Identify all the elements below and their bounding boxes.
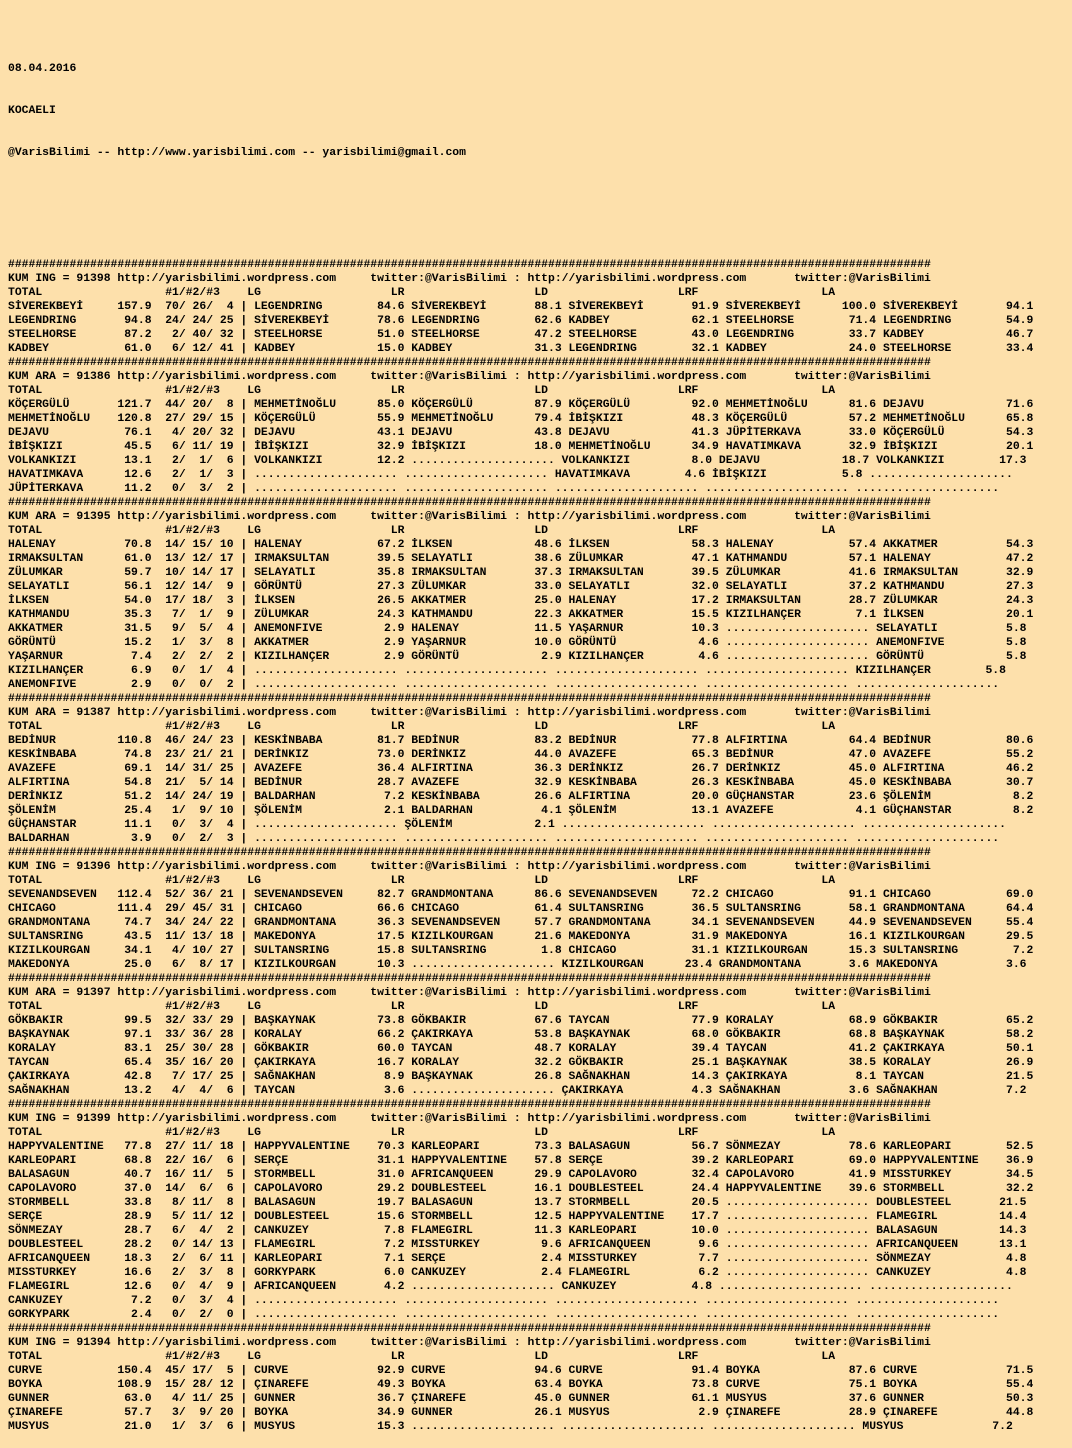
section-separator: ####################################################################################################################################### [8, 357, 931, 369]
horse-row: IRMAKSULTAN 61.0 13/ 12/ 17 | IRMAKSULTAN 39.5 SELAYATLI 38.6 ZÜLUMKAR 47.1 KATHMANDU 57.1 HALENAY 47.2 [8, 553, 1034, 565]
horse-row: CANKUZEY 7.2 0/ 3/ 4 | ..................... ..................... ..................... ..................... ..................... [8, 1295, 1000, 1307]
horse-row: KATHMANDU 35.3 7/ 1/ 9 | ZÜLUMKAR 24.3 KATHMANDU 22.3 AKKATMER 15.5 KIZILHANÇER 7.1 İLKSEN 20.1 [8, 609, 1034, 621]
section-separator: ####################################################################################################################################### [8, 497, 931, 509]
horse-row: AFRICANQUEEN 18.3 2/ 6/ 11 | KARLEOPARI 7.1 SERÇE 2.4 MISSTURKEY 7.7 ..................... SÖNMEZAY 4.8 [8, 1253, 1027, 1265]
race-section [8, 1322, 1072, 1434]
horse-row: CURVE 150.4 45/ 17/ 5 | CURVE 92.9 CURVE 94.6 CURVE 91.4 BOYKA 87.6 CURVE 71.5 [8, 1365, 1034, 1377]
horse-row: ÇINAREFE 57.7 3/ 9/ 20 | BOYKA 34.9 GUNNER 26.1 MUSYUS 2.9 ÇINAREFE 28.9 ÇINAREFE 44.8 [8, 1407, 1034, 1419]
horse-row: DEJAVU 76.1 4/ 20/ 32 | DEJAVU 43.1 DEJAVU 43.8 DEJAVU 41.3 JÜPİTERKAVA 33.0 KÖÇERGÜLÜ 54.3 [8, 427, 1034, 439]
horse-row: ŞÖLENİM 25.4 1/ 9/ 10 | ŞÖLENİM 2.1 BALDARHAN 4.1 ŞÖLENİM 13.1 AVAZEFE 4.1 GÜÇHANSTAR 8.2 [8, 805, 1034, 817]
race-section [8, 496, 1072, 692]
horse-row: MEHMETİNOĞLU 120.8 27/ 29/ 15 | KÖÇERGÜLÜ 55.9 MEHMETİNOĞLU 79.4 İBİŞKIZI 48.3 KÖÇERGÜLÜ 57.2 MEHMETİNOĞLU 65.8 [8, 413, 1034, 425]
horse-row: AVAZEFE 69.1 14/ 31/ 25 | AVAZEFE 36.4 ALFIRTINA 36.3 DERİNKIZ 26.7 DERİNKIZ 45.0 ALFIRTINA 46.2 [8, 763, 1034, 775]
column-header: TOTAL #1/#2/#3 LG LR LD LRF LA [8, 525, 836, 537]
column-header: TOTAL #1/#2/#3 LG LR LD LRF LA [8, 1351, 836, 1363]
section-title: KUM ING = 91399 http://yarisbilimi.wordpress.com twitter:@VarisBilimi : http://yarisbilimi.wordpress.com twitter:@VarisBilimi [8, 1113, 931, 1125]
section-separator: ####################################################################################################################################### [8, 1323, 931, 1335]
horse-row: ANEMONFIVE 2.9 0/ 0/ 2 | ..................... ..................... ..................... ..................... ..................... [8, 679, 1000, 691]
section-separator: ####################################################################################################################################### [8, 847, 931, 859]
section-title: KUM ING = 91394 http://yarisbilimi.wordpress.com twitter:@VarisBilimi : http://yarisbilimi.wordpress.com twitter:@VarisBilimi [8, 1337, 931, 1349]
section-title: KUM ARA = 91395 http://yarisbilimi.wordpress.com twitter:@VarisBilimi : http://yarisbilimi.wordpress.com twitter:@VarisBilimi [8, 511, 931, 523]
horse-row: BALASAGUN 40.7 16/ 11/ 5 | STORMBELL 31.0 AFRICANQUEEN 29.9 CAPOLAVORO 32.4 CAPOLAVORO 41.9 MISSTURKEY 34.5 [8, 1169, 1034, 1181]
horse-row: CHICAGO 111.4 29/ 45/ 31 | CHICAGO 66.6 CHICAGO 61.4 SULTANSRING 36.5 SULTANSRING 58.1 GRANDMONTANA 64.4 [8, 903, 1034, 915]
column-header: TOTAL #1/#2/#3 LG LR LD LRF LA [8, 287, 836, 299]
horse-row: ÇAKIRKAYA 42.8 7/ 17/ 25 | SAĞNAKHAN 8.9 BAŞKAYNAK 26.8 SAĞNAKHAN 14.3 ÇAKIRKAYA 8.1 TAYCAN 21.5 [8, 1071, 1034, 1083]
horse-row: VOLKANKIZI 13.1 2/ 1/ 6 | VOLKANKIZI 12.2 ..................... VOLKANKIZI 8.0 DEJAVU 18.7 VOLKANKIZI 17.3 [8, 455, 1027, 467]
horse-row: SEVENANDSEVEN 112.4 52/ 36/ 21 | SEVENANDSEVEN 82.7 GRANDMONTANA 86.6 SEVENANDSEVEN 72.2 CHICAGO 91.1 CHICAGO 69.0 [8, 889, 1034, 901]
horse-row: KIZILKOURGAN 34.1 4/ 10/ 27 | SULTANSRING 15.8 SULTANSRING 1.8 CHICAGO 31.1 KIZILKOURGAN 15.3 SULTANSRING 7.2 [8, 945, 1034, 957]
horse-row: KORALAY 83.1 25/ 30/ 28 | GÖKBAKIR 60.0 TAYCAN 48.7 KORALAY 39.4 TAYCAN 41.2 ÇAKIRKAYA 50.1 [8, 1043, 1034, 1055]
horse-row: KÖÇERGÜLÜ 121.7 44/ 20/ 8 | MEHMETİNOĞLU 85.0 KÖÇERGÜLÜ 87.9 KÖÇERGÜLÜ 92.0 MEHMETİNOĞLU 81.6 DEJAVU 71.6 [8, 399, 1034, 411]
race-sections [8, 258, 1072, 1434]
section-title: KUM ARA = 91386 http://yarisbilimi.wordpress.com twitter:@VarisBilimi : http://yarisbilimi.wordpress.com twitter:@VarisBilimi [8, 371, 931, 383]
horse-row: MAKEDONYA 25.0 6/ 8/ 17 | KIZILKOURGAN 10.3 ..................... KIZILKOURGAN 23.4 GRANDMONTANA 3.6 MAKEDONYA 3.6 [8, 959, 1027, 971]
horse-row: GORKYPARK 2.4 0/ 2/ 0 | ..................... ..................... ..................... ..................... ..................... [8, 1309, 1000, 1321]
horse-row: MUSYUS 21.0 1/ 3/ 6 | MUSYUS 15.3 ..................... ..................... ..................... MUSYUS 7.2 [8, 1421, 1013, 1433]
horse-row: GÜÇHANSTAR 11.1 0/ 3/ 4 | ..................... ŞÖLENİM 2.1 ..................... ..................... ..................... [8, 819, 1006, 831]
column-header: TOTAL #1/#2/#3 LG LR LD LRF LA [8, 875, 836, 887]
column-header: TOTAL #1/#2/#3 LG LR LD LRF LA [8, 385, 836, 397]
horse-row: İBİŞKIZI 45.5 6/ 11/ 19 | İBİŞKIZI 32.9 İBİŞKIZI 18.0 MEHMETİNOĞLU 34.9 HAVATIMKAVA 32.9 İBİŞKIZI 20.1 [8, 441, 1034, 453]
section-separator: ####################################################################################################################################### [8, 259, 931, 271]
race-section [8, 1098, 1072, 1322]
horse-row: CAPOLAVORO 37.0 14/ 6/ 6 | CAPOLAVORO 29.2 DOUBLESTEEL 16.1 DOUBLESTEEL 24.4 HAPPYVALENTINE 39.6 STORMBELL 32.2 [8, 1183, 1034, 1195]
horse-row: BOYKA 108.9 15/ 28/ 12 | ÇINAREFE 49.3 BOYKA 63.4 BOYKA 73.8 CURVE 75.1 BOYKA 55.4 [8, 1379, 1034, 1391]
horse-row: DERİNKIZ 51.2 14/ 24/ 19 | BALDARHAN 7.2 KESKİNBABA 26.6 ALFIRTINA 20.0 GÜÇHANSTAR 23.6 ŞÖLENİM 8.2 [8, 791, 1034, 803]
horse-row: KESKİNBABA 74.8 23/ 21/ 21 | DERİNKIZ 73.0 DERİNKIZ 44.0 AVAZEFE 65.3 BEDİNUR 47.0 AVAZEFE 55.2 [8, 749, 1034, 761]
blank-line [8, 188, 1072, 202]
section-separator: ####################################################################################################################################### [8, 973, 931, 985]
race-section [8, 846, 1072, 972]
race-section [8, 692, 1072, 846]
horse-row: SELAYATLI 56.1 12/ 14/ 9 | GÖRÜNTÜ 27.3 ZÜLUMKAR 33.0 SELAYATLI 32.0 SELAYATLI 37.2 KATHMANDU 27.3 [8, 581, 1034, 593]
column-header: TOTAL #1/#2/#3 LG LR LD LRF LA [8, 1127, 836, 1139]
contact-line: @VarisBilimi -- http://www.yarisbilimi.com -- yarisbilimi@gmail.com [8, 147, 466, 159]
horse-row: GÖKBAKIR 99.5 32/ 33/ 29 | BAŞKAYNAK 73.8 GÖKBAKIR 67.6 TAYCAN 77.9 KORALAY 68.9 GÖKBAKIR 65.2 [8, 1015, 1034, 1027]
horse-row: GUNNER 63.0 4/ 11/ 25 | GUNNER 36.7 ÇINAREFE 45.0 GUNNER 61.1 MUSYUS 37.6 GUNNER 50.3 [8, 1393, 1034, 1405]
report-header [8, 34, 1072, 230]
horse-row: KARLEOPARI 68.8 22/ 16/ 6 | SERÇE 31.1 HAPPYVALENTINE 57.8 SERÇE 39.2 KARLEOPARI 69.0 HAPPYVALENTINE 36.9 [8, 1155, 1034, 1167]
horse-row: FLAMEGIRL 12.6 0/ 4/ 9 | AFRICANQUEEN 4.2 ..................... CANKUZEY 4.8 ..................... ..................... [8, 1281, 1013, 1293]
horse-row: LEGENDRING 94.8 24/ 24/ 25 | SİVEREKBEYİ 78.6 LEGENDRING 62.6 KADBEY 62.1 STEELHORSE 71.4 LEGENDRING 54.9 [8, 315, 1034, 327]
race-section [8, 356, 1072, 496]
section-separator: ####################################################################################################################################### [8, 693, 931, 705]
horse-row: STEELHORSE 87.2 2/ 40/ 32 | STEELHORSE 51.0 STEELHORSE 47.2 STEELHORSE 43.0 LEGENDRING 33.7 KADBEY 46.7 [8, 329, 1034, 341]
race-section [8, 972, 1072, 1098]
section-separator: ####################################################################################################################################### [8, 1099, 931, 1111]
horse-row: GÖRÜNTÜ 15.2 1/ 3/ 8 | AKKATMER 2.9 YAŞARNUR 10.0 GÖRÜNTÜ 4.6 ..................... ANEMONFIVE 5.8 [8, 637, 1027, 649]
horse-row: TAYCAN 65.4 35/ 16/ 20 | ÇAKIRKAYA 16.7 KORALAY 32.2 GÖKBAKIR 25.1 BAŞKAYNAK 38.5 KORALAY 26.9 [8, 1057, 1034, 1069]
horse-row: İLKSEN 54.0 17/ 18/ 3 | İLKSEN 26.5 AKKATMER 25.0 HALENAY 17.2 IRMAKSULTAN 28.7 ZÜLUMKAR 24.3 [8, 595, 1034, 607]
horse-row: KADBEY 61.0 6/ 12/ 41 | KADBEY 15.0 KADBEY 31.3 LEGENDRING 32.1 KADBEY 24.0 STEELHORSE 33.4 [8, 343, 1034, 355]
horse-row: SULTANSRING 43.5 11/ 13/ 18 | MAKEDONYA 17.5 KIZILKOURGAN 21.6 MAKEDONYA 31.9 MAKEDONYA 16.1 KIZILKOURGAN 29.5 [8, 931, 1034, 943]
horse-row: DOUBLESTEEL 28.2 0/ 14/ 13 | FLAMEGIRL 7.2 MISSTURKEY 9.6 AFRICANQUEEN 9.6 ..................... AFRICANQUEEN 13.1 [8, 1239, 1027, 1251]
section-title: KUM ING = 91398 http://yarisbilimi.wordpress.com twitter:@VarisBilimi : http://yarisbilimi.wordpress.com twitter:@VarisBilimi [8, 273, 931, 285]
section-title: KUM ARA = 91397 http://yarisbilimi.wordpress.com twitter:@VarisBilimi : http://yarisbilimi.wordpress.com twitter:@VarisBilimi [8, 987, 931, 999]
horse-row: SÖNMEZAY 28.7 6/ 4/ 2 | CANKUZEY 7.8 FLAMEGIRL 11.3 KARLEOPARI 10.0 ..................... BALASAGUN 14.3 [8, 1225, 1027, 1237]
horse-row: YAŞARNUR 7.4 2/ 2/ 2 | KIZILHANÇER 2.9 GÖRÜNTÜ 2.9 KIZILHANÇER 4.6 ..................... GÖRÜNTÜ 5.8 [8, 651, 1027, 663]
horse-row: SERÇE 28.9 5/ 11/ 12 | DOUBLESTEEL 15.6 STORMBELL 12.5 HAPPYVALENTINE 17.7 ..................... FLAMEGIRL 14.4 [8, 1211, 1027, 1223]
horse-row: STORMBELL 33.8 8/ 11/ 8 | BALASAGUN 19.7 BALASAGUN 13.7 STORMBELL 20.5 ..................... DOUBLESTEEL 21.5 [8, 1197, 1027, 1209]
race-section [8, 258, 1072, 356]
horse-row: BEDİNUR 110.8 46/ 24/ 23 | KESKİNBABA 81.7 BEDİNUR 83.2 BEDİNUR 77.8 ALFIRTINA 64.4 BEDİNUR 80.6 [8, 735, 1034, 747]
horse-row: HALENAY 70.8 14/ 15/ 10 | HALENAY 67.2 İLKSEN 48.6 İLKSEN 58.3 HALENAY 57.4 AKKATMER 54.3 [8, 539, 1034, 551]
horse-row: BAŞKAYNAK 97.1 33/ 36/ 28 | KORALAY 66.2 ÇAKIRKAYA 53.8 BAŞKAYNAK 68.0 GÖKBAKIR 68.8 BAŞKAYNAK 58.2 [8, 1029, 1034, 1041]
horse-row: MISSTURKEY 16.6 2/ 3/ 8 | GORKYPARK 6.0 CANKUZEY 2.4 FLAMEGIRL 6.2 ..................... CANKUZEY 4.8 [8, 1267, 1027, 1279]
horse-row: HAVATIMKAVA 12.6 2/ 1/ 3 | ..................... ..................... HAVATIMKAVA 4.6 İBİŞKIZI 5.8 ..................... [8, 469, 1013, 481]
horse-row: KIZILHANÇER 6.9 0/ 1/ 4 | ..................... ..................... ..................... ..................... KIZILHANÇER 5.8 [8, 665, 1006, 677]
section-title: KUM ARA = 91387 http://yarisbilimi.wordpress.com twitter:@VarisBilimi : http://yarisbilimi.wordpress.com twitter:@VarisBilimi [8, 707, 931, 719]
report-city: KOCAELI [8, 105, 56, 117]
horse-row: SAĞNAKHAN 13.2 4/ 4/ 6 | TAYCAN 3.6 ..................... ÇAKIRKAYA 4.3 SAĞNAKHAN 3.6 SAĞNAKHAN 7.2 [8, 1085, 1027, 1097]
horse-row: AKKATMER 31.5 9/ 5/ 4 | ANEMONFIVE 2.9 HALENAY 11.5 YAŞARNUR 10.3 ..................... SELAYATLI 5.8 [8, 623, 1027, 635]
horse-row: SİVEREKBEYİ 157.9 70/ 26/ 4 | LEGENDRING 84.6 SİVEREKBEYİ 88.1 SİVEREKBEYİ 91.9 SİVEREKBEYİ 100.0 SİVEREKBEYİ 94.1 [8, 301, 1034, 313]
horse-row: ZÜLUMKAR 59.7 10/ 14/ 17 | SELAYATLI 35.8 IRMAKSULTAN 37.3 IRMAKSULTAN 39.5 ZÜLUMKAR 41.6 IRMAKSULTAN 32.9 [8, 567, 1034, 579]
horse-row: ALFIRTINA 54.8 21/ 5/ 14 | BEDİNUR 28.7 AVAZEFE 32.9 KESKİNBABA 26.3 KESKİNBABA 45.0 KESKİNBABA 30.7 [8, 777, 1034, 789]
column-header: TOTAL #1/#2/#3 LG LR LD LRF LA [8, 1001, 836, 1013]
horse-row: BALDARHAN 3.9 0/ 2/ 3 | ..................... ..................... ..................... ..................... ..................... [8, 833, 1000, 845]
horse-row: GRANDMONTANA 74.7 34/ 24/ 22 | GRANDMONTANA 36.3 SEVENANDSEVEN 57.7 GRANDMONTANA 34.1 SEVENANDSEVEN 44.9 SEVENANDSEVEN 55.4 [8, 917, 1034, 929]
section-title: KUM ING = 91396 http://yarisbilimi.wordpress.com twitter:@VarisBilimi : http://yarisbilimi.wordpress.com twitter:@VarisBilimi [8, 861, 931, 873]
horse-row: HAPPYVALENTINE 77.8 27/ 11/ 18 | HAPPYVALENTINE 70.3 KARLEOPARI 73.3 BALASAGUN 56.7 SÖNMEZAY 78.6 KARLEOPARI 52.5 [8, 1141, 1034, 1153]
column-header: TOTAL #1/#2/#3 LG LR LD LRF LA [8, 721, 836, 733]
horse-row: JÜPİTERKAVA 11.2 0/ 3/ 2 | ..................... ..................... ..................... ..................... ..................... [8, 483, 1000, 495]
report-date: 08.04.2016 [8, 63, 77, 75]
